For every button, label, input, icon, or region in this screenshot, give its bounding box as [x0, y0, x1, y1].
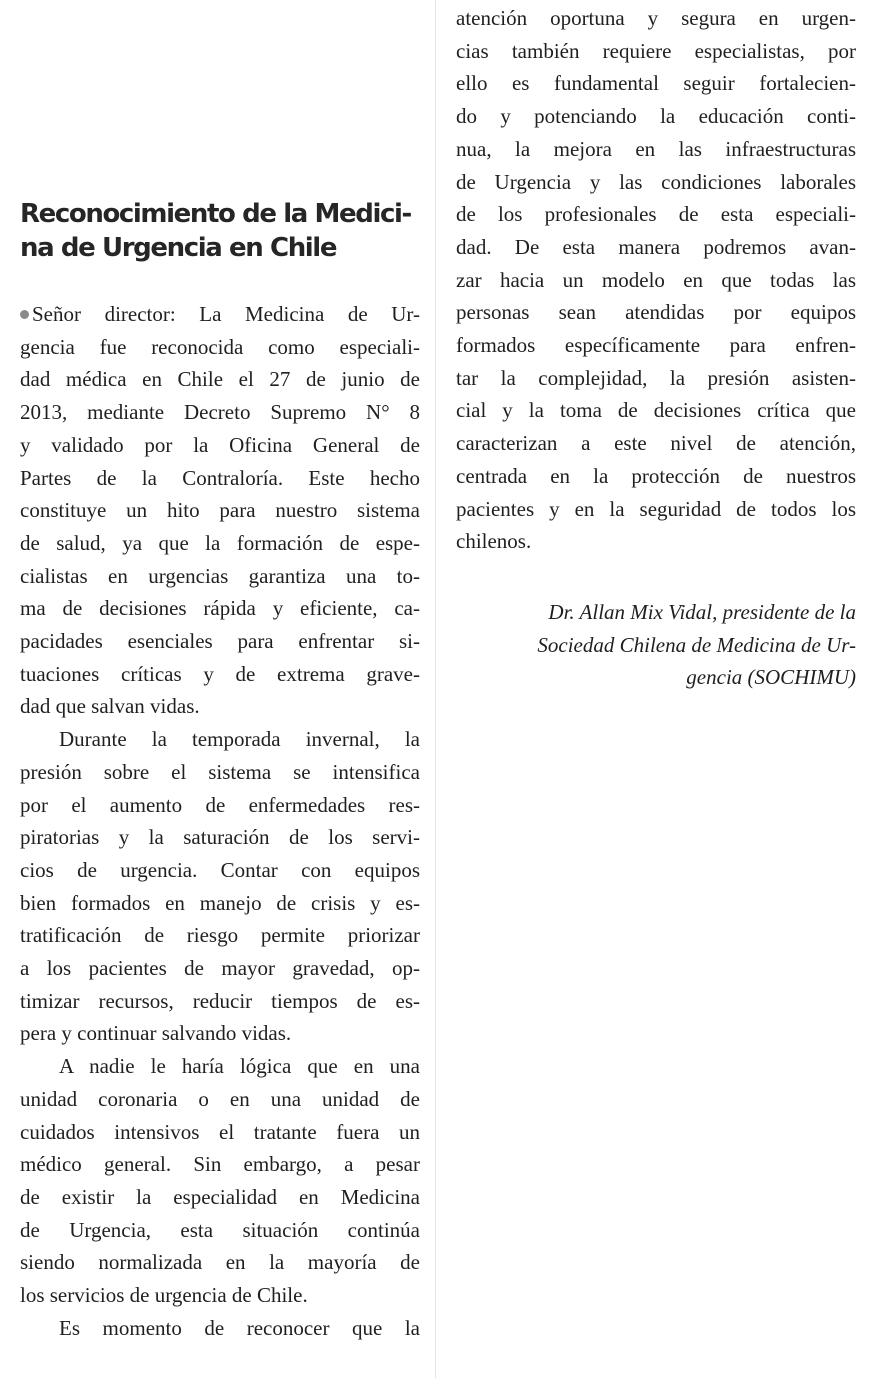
text-line: cuidados intensivos el tratante fuera un [20, 1119, 420, 1144]
text-line: do y potenciando la educación conti- [456, 104, 856, 129]
text-line: dad médica en Chile el 27 de junio de [20, 367, 420, 392]
text-line: cias también requiere especialistas, por [456, 38, 856, 63]
text-line: tratificación de riesgo permite priorizar [20, 923, 420, 948]
text-line: dad. De esta manera podremos avan- [456, 234, 856, 259]
text-line: a los pacientes de mayor gravedad, op- [20, 956, 420, 981]
letter-signature [456, 596, 856, 694]
text-line: de Urgencia, esta situación continúa [20, 1217, 420, 1242]
right-column [456, 2, 856, 558]
text-line: Es momento de reconocer que la [59, 1315, 420, 1340]
text-line: bien formados en manejo de crisis y es- [20, 890, 420, 915]
text-line: cial y la toma de decisiones crítica que [456, 398, 856, 423]
text-line: ma de decisiones rápida y eficiente, ca- [20, 596, 420, 621]
text-line: y validado por la Oficina General de [20, 432, 420, 457]
text-line: personas sean atendidas por equipos [456, 300, 856, 325]
text-line-content: Señor director: La Medicina de Ur- [32, 302, 420, 326]
text-line: piratorias y la saturación de los servi- [20, 825, 420, 850]
text-line: siendo normalizada en la mayoría de [20, 1250, 420, 1275]
text-line: timizar recursos, reducir tiempos de es- [20, 988, 420, 1013]
text-line: pacidades esenciales para enfrentar si- [20, 629, 420, 654]
signature-line: Dr. Allan Mix Vidal, presidente de la [548, 600, 856, 624]
text-line: de Urgencia y las condiciones laborales [456, 169, 856, 194]
text-line: de los profesionales de esta especiali- [456, 202, 856, 227]
signature-line: Sociedad Chilena de Medicina de Ur- [537, 632, 856, 657]
bullet-icon [20, 310, 29, 319]
text-line: médico general. Sin embargo, a pesar [20, 1152, 420, 1177]
text-line [20, 298, 420, 331]
article-headline [20, 197, 440, 265]
text-line: por el aumento de enfermedades res- [20, 792, 420, 817]
text-line: cialistas en urgencias garantiza una to- [20, 563, 420, 588]
text-line: unidad coronaria o en una unidad de [20, 1086, 420, 1111]
text-line: A nadie le haría lógica que en una [59, 1054, 420, 1079]
text-line: 2013, mediante Decreto Supremo N° 8 [20, 400, 420, 425]
text-line: caracterizan a este nivel de atención, [456, 431, 856, 456]
text-line: chilenos. [456, 529, 532, 554]
text-line: los servicios de urgencia de Chile. [20, 1283, 308, 1308]
text-line: de existir la especialidad en Medicina [20, 1184, 420, 1209]
headline-line: na de Urgencia en Chile [20, 233, 337, 263]
text-line: centrada en la protección de nuestros [456, 463, 856, 488]
text-line: formados específicamente para enfren- [456, 333, 856, 358]
text-line: tuaciones críticas y de extrema grave- [20, 661, 420, 686]
text-line: tar la complejidad, la presión asisten- [456, 365, 856, 390]
text-line: nua, la mejora en las infraestructuras [456, 136, 856, 161]
text-line: Partes de la Contraloría. Este hecho [20, 465, 420, 490]
text-line: gencia fue reconocida como especiali- [20, 334, 420, 359]
text-line: pacientes y en la seguridad de todos los [456, 496, 856, 521]
text-line: constituye un hito para nuestro sistema [20, 498, 420, 523]
text-line: cios de urgencia. Contar con equipos [20, 857, 420, 882]
signature-line: gencia (SOCHIMU) [686, 665, 856, 690]
text-line: atención oportuna y segura en urgen- [456, 6, 856, 30]
text-line: pera y continuar salvando vidas. [20, 1021, 292, 1046]
text-line: ello es fundamental seguir fortalecien- [456, 71, 856, 96]
left-column [20, 298, 420, 1345]
headline-line: Reconocimiento de la Medici- [20, 199, 411, 229]
text-line: de salud, ya que la formación de espe- [20, 530, 420, 555]
text-line: presión sobre el sistema se intensifica [20, 759, 420, 784]
text-line: zar hacia un modelo en que todas las [456, 267, 856, 292]
text-line: dad que salvan vidas. [20, 694, 200, 719]
text-line: Durante la temporada invernal, la [59, 727, 420, 752]
